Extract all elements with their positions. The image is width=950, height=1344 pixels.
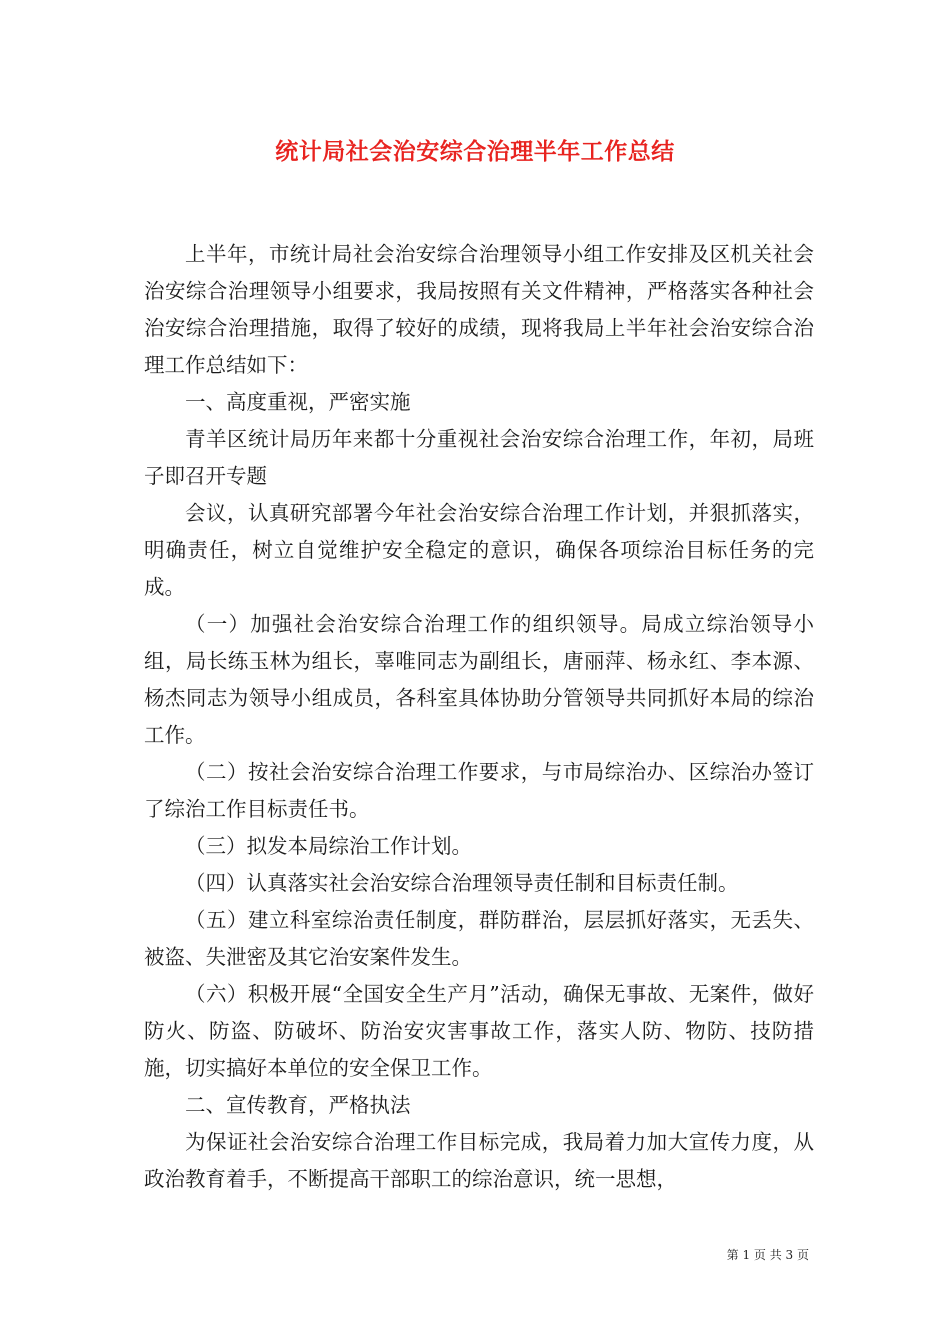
paragraph: 会议，认真研究部署今年社会治安综合治理工作计划，并狠抓落实，明确责任，树立自觉维护安全稳定的意识，确保各项综治目标任务的完成。: [144, 501, 814, 599]
paragraph-intro: 上半年，市统计局社会治安综合治理领导小组工作安排及区机关社会治安综合治理领导小组要求，我局按照有关文件精神，严格落实各种社会治安综合治理措施，取得了较好的成绩，现将我局上半年社会治安综合治理工作总结如下：: [144, 242, 814, 377]
list-item: （二）按社会治安综合治理工作要求，与市局综治办、区综治办签订了综治工作目标责任书。: [144, 760, 814, 821]
paragraph: 青羊区统计局历年来都十分重视社会治安综合治理工作，年初，局班子即召开专题: [144, 427, 814, 488]
list-item: （五）建立科室综治责任制度，群防群治，层层抓好落实，无丢失、被盗、失泄密及其它治安案件发生。: [144, 908, 814, 969]
page-number: 第 1 页 共 3 页: [726, 1248, 809, 1262]
section-heading-1: 一、高度重视，严密实施: [185, 390, 411, 414]
section-heading-2: 二、宣传教育，严格执法: [185, 1093, 411, 1117]
paragraph: 为保证社会治安综合治理工作目标完成，我局着力加大宣传力度，从政治教育着手，不断提高干部职工的综治意识，统一思想，: [144, 1130, 814, 1191]
document-title: 统计局社会治安综合治理半年工作总结: [275, 139, 675, 165]
list-item: （六）积极开展“全国安全生产月”活动，确保无事故、无案件，做好防火、防盗、防破坏、防治安灾害事故工作，落实人防、物防、技防措施，切实搞好本单位的安全保卫工作。: [144, 982, 814, 1080]
document-body: [144, 236, 814, 1198]
list-item: （一）加强社会治安综合治理工作的组织领导。局成立综治领导小组，局长练玉林为组长，辜唯同志为副组长，唐丽萍、杨永红、李本源、杨杰同志为领导小组成员，各科室具体协助分管领导共同抓好本局的综治工作。: [144, 612, 814, 747]
list-item: （四）认真落实社会治安综合治理领导责任制和目标责任制。: [185, 871, 739, 895]
list-item: （三）拟发本局综治工作计划。: [185, 834, 472, 858]
